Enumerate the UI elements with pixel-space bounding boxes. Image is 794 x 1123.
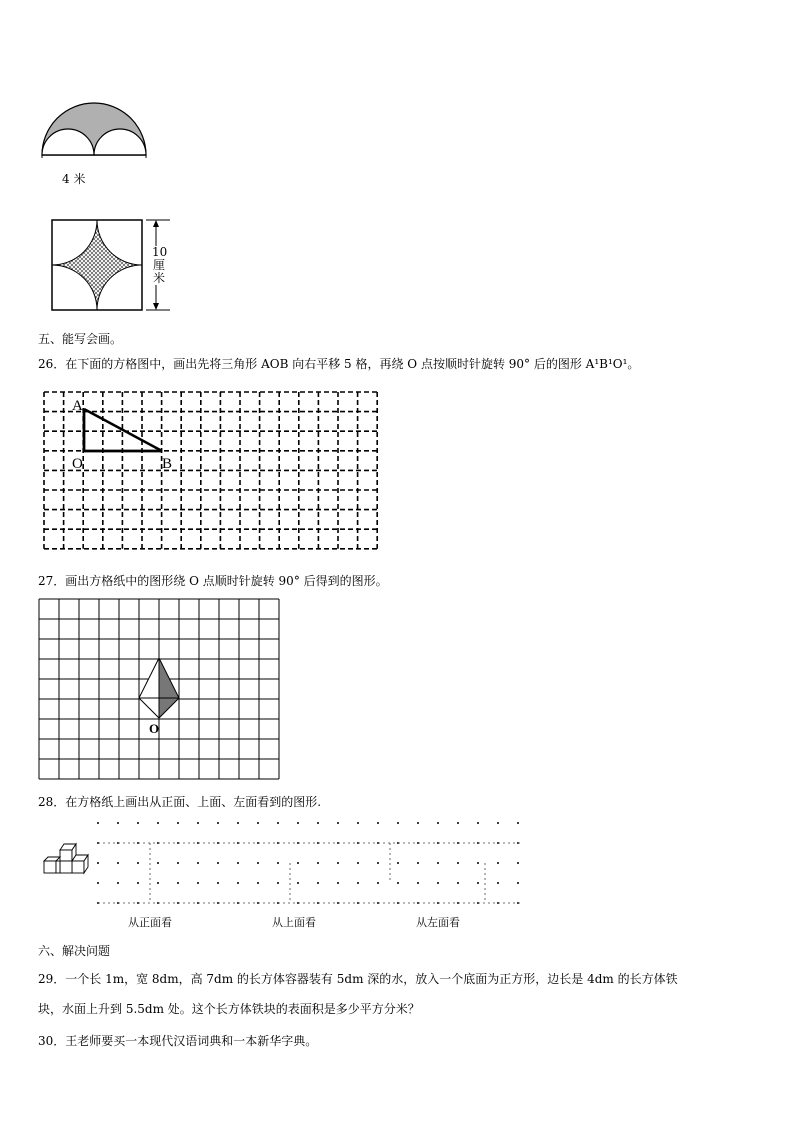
q26-dashed-grid — [40, 388, 385, 554]
grid-dot — [377, 822, 379, 824]
grid-dot — [497, 862, 499, 864]
grid-dot — [257, 882, 259, 884]
grid-dot — [197, 882, 199, 884]
grid-dot — [97, 882, 99, 884]
grid-dot — [257, 862, 259, 864]
q26-label-b: B — [162, 456, 173, 472]
grid-dot — [397, 822, 399, 824]
grid-dot — [137, 822, 139, 824]
grid-dot — [457, 862, 459, 864]
side-label-li: 厘 — [152, 258, 165, 272]
grid-dot — [157, 822, 159, 824]
q28-dot-grids — [90, 815, 530, 910]
grid-dot — [177, 822, 179, 824]
cube-stack — [40, 840, 92, 882]
grid-dot — [297, 882, 299, 884]
grid-dot — [477, 882, 479, 884]
q27-label-o: O — [149, 721, 160, 736]
grid-dot — [137, 882, 139, 884]
grid-dot — [197, 822, 199, 824]
q29-line1: 29．一个长 1m，宽 8dm，高 7dm 的长方体容器装有 5dm 深的水，放入一个底面为正方形，边长是 4dm 的长方体铁 — [38, 972, 678, 986]
square-side-label — [152, 246, 166, 285]
grid-dot — [177, 862, 179, 864]
grid-dot — [517, 882, 519, 884]
grid-dot — [217, 882, 219, 884]
grid-dot — [357, 822, 359, 824]
q27-text: 27．画出方格纸中的图形绕 O 点顺时针旋转 90° 后得到的图形。 — [38, 574, 388, 588]
grid-dot — [177, 882, 179, 884]
grid-dot — [437, 822, 439, 824]
grid-dot — [457, 822, 459, 824]
grid-dot — [377, 882, 379, 884]
q27-grid — [38, 598, 284, 784]
grid-dot — [357, 882, 359, 884]
grid-dot — [237, 862, 239, 864]
grid-dot — [97, 822, 99, 824]
grid-dot — [477, 862, 479, 864]
q28-view-top: 从上面看 — [272, 916, 316, 929]
grid-dot — [157, 882, 159, 884]
grid-dot — [277, 822, 279, 824]
grid-dot — [217, 862, 219, 864]
q26-text: 26．在下面的方格图中，画出先将三角形 AOB 向右平移 5 格，再绕 O 点按顺时针旋转 90° 后的图形 A¹B¹O¹。 — [38, 357, 640, 371]
grid-dot — [117, 822, 119, 824]
grid-dot — [397, 882, 399, 884]
grid-dot — [417, 822, 419, 824]
grid-dot — [337, 862, 339, 864]
grid-dot — [437, 862, 439, 864]
grid-dot — [377, 862, 379, 864]
arch-figure — [38, 90, 150, 162]
grid-dot — [197, 862, 199, 864]
grid-dot — [257, 822, 259, 824]
grid-dot — [277, 862, 279, 864]
grid-dot — [237, 822, 239, 824]
grid-dot — [497, 882, 499, 884]
side-label-mi: 米 — [152, 271, 165, 285]
q28-view-front: 从正面看 — [128, 916, 172, 929]
q28-view-left: 从左面看 — [416, 916, 460, 929]
grid-dot — [237, 882, 239, 884]
grid-dot — [417, 862, 419, 864]
section5-heading: 五、能写会画。 — [38, 332, 123, 346]
grid-dot — [117, 862, 119, 864]
grid-dot — [437, 882, 439, 884]
grid-dot — [457, 882, 459, 884]
grid-dot — [417, 882, 419, 884]
q29-line2: 块，水面上升到 5.5dm 处。这个长方体铁块的表面积是多少平方分米？ — [38, 1002, 420, 1016]
grid-dot — [137, 862, 139, 864]
grid-dot — [397, 862, 399, 864]
q26-label-o: O — [72, 456, 83, 472]
grid-dot — [117, 882, 119, 884]
grid-dot — [297, 822, 299, 824]
q26-label-a: A — [72, 398, 83, 414]
grid-dot — [517, 822, 519, 824]
grid-dot — [297, 862, 299, 864]
grid-dot — [217, 822, 219, 824]
q30-text: 30．王老师要买一本现代汉语词典和一本新华字典。 — [38, 1034, 318, 1048]
grid-dot — [317, 862, 319, 864]
side-label-10: 10 — [152, 245, 168, 259]
grid-dot — [337, 822, 339, 824]
q28-text: 28．在方格纸上画出从正面、上面、左面看到的图形. — [38, 795, 322, 809]
grid-dot — [157, 862, 159, 864]
section6-heading: 六、解决问题 — [38, 944, 111, 958]
grid-dot — [497, 822, 499, 824]
grid-dot — [337, 882, 339, 884]
arch-label: 4 米 — [62, 172, 86, 186]
grid-dot — [317, 882, 319, 884]
grid-dot — [277, 882, 279, 884]
grid-dot — [477, 822, 479, 824]
grid-dot — [317, 822, 319, 824]
grid-dot — [357, 862, 359, 864]
grid-dot — [517, 862, 519, 864]
grid-dot — [97, 862, 99, 864]
